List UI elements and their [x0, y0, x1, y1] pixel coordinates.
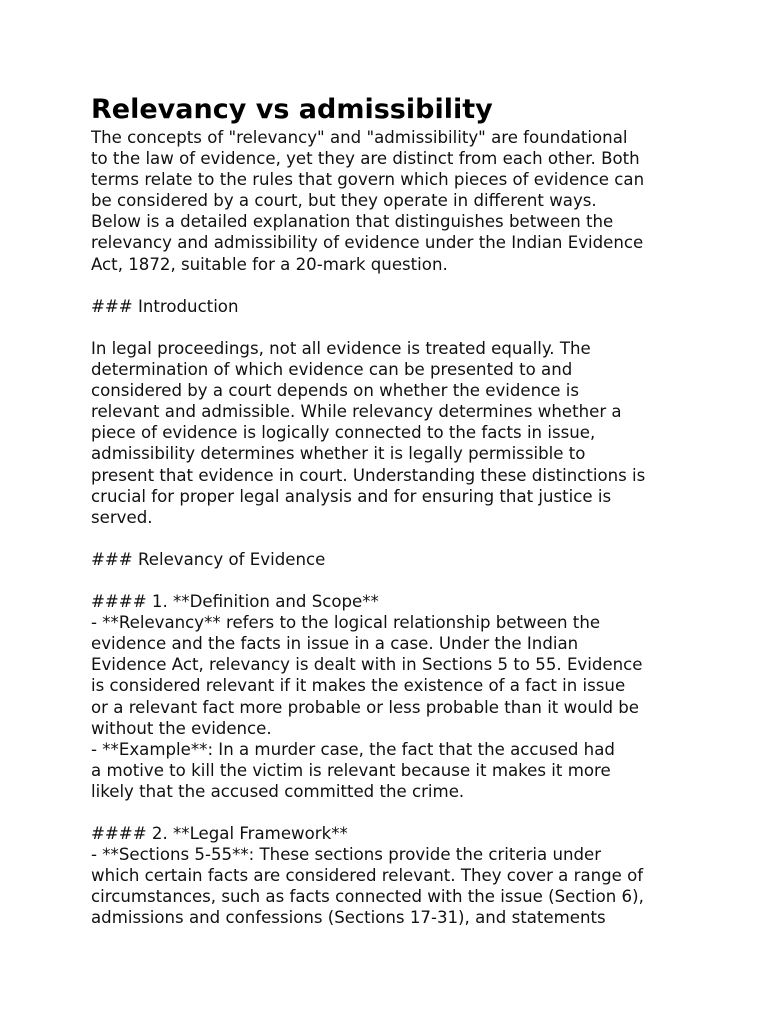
document-title: Relevancy vs admissibility: [91, 94, 493, 125]
intro-paragraph: The concepts of "relevancy" and "admissibility" are foundational to the law of evidence, yet they are distinct from each other. Both terms relate to the rules that govern which pieces of evidence can be considered by a court, but they operate in different ways. Below is a detailed explanation that distinguishes between the relevancy and admissibility of evidence under the Indian Evidence Act, 1872, suitable for a 20-mark question.: [91, 128, 645, 274]
spacer: [91, 528, 691, 549]
spacer: [91, 317, 691, 338]
heading-introduction: ### Introduction: [91, 296, 239, 316]
introduction-paragraph: In legal proceedings, not all evidence is treated equally. The determination of which evidence can be presented to and considered by a court depends on whether the evidence is relevant and admissible. While relevancy determines whether a piece of evidence is logically connected to the facts in issue, admissibility determines whether it is legally permissible to present that evidence in court. Understanding these distinctions is crucial for proper legal analysis and for ensuring that justice is served.: [91, 338, 646, 527]
heading-relevancy-of-evidence: ### Relevancy of Evidence: [91, 549, 326, 569]
spacer: [91, 570, 691, 591]
section-legal-framework: #### 2. **Legal Framework** - **Sections 5-55**: These sections provide the criteria under which certain facts are considered relevant. They cover a range of circumstances, such as facts connected with the issue (Section 6), admissions and confessions (Sections 17-31), and statements: [91, 824, 644, 928]
spacer: [91, 275, 691, 296]
document-page: [91, 93, 691, 929]
section-definition-and-scope: #### 1. **Definition and Scope** - **Relevancy** refers to the logical relationship between the evidence and the facts in issue in a case. Under the Indian Evidence Act, relevancy is dealt with in Sections 5 to 55. Evidence is considered relevant if it makes the existence of a fact in issue or a relevant fact more probable or less probable than it would be without the evidence. - **Example**: In a murder case, the fact that the accused had a motive to kill the victim is relevant because it makes it more likely that the accused committed the crime.: [91, 592, 643, 801]
spacer: [91, 802, 691, 823]
